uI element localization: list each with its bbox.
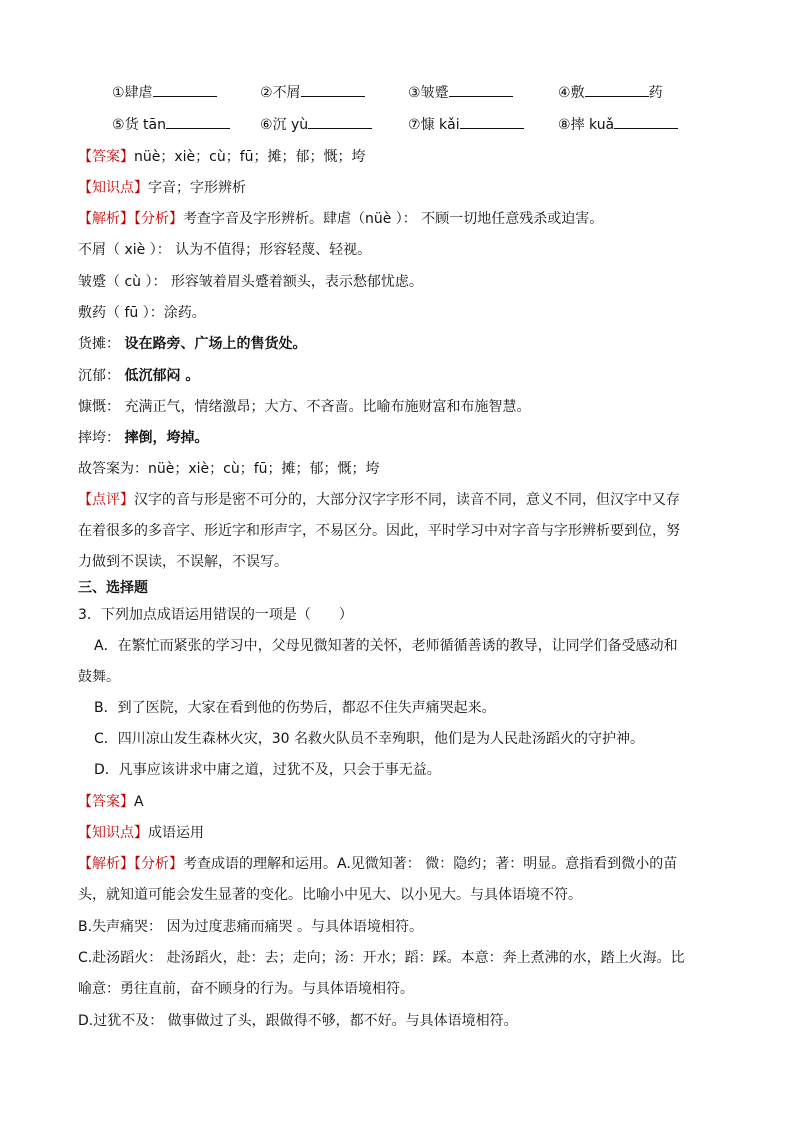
q3-analysis-line: C.赴汤蹈火： 赴汤蹈火，赴：去；走向；汤：开水；蹈：踩。本意：奔上煮沸的水，踏上火海。比 [78, 950, 685, 966]
blank-item [112, 82, 217, 104]
q3-analysis-line: 头，就知道可能会发生显著的变化。比喻小中见大、以小见大。与具体语境不符。 [78, 887, 582, 903]
knowledge-tag: 【知识点】 [78, 180, 148, 196]
item-number: ③ [408, 85, 421, 101]
item-suffix: 药 [648, 85, 663, 101]
answer-tag: 【答案】 [78, 149, 134, 165]
q3-option-a-cont: 鼓舞。 [78, 669, 120, 685]
q3-option-a: A．在繁忙而紧张的学习中，父母见微知著的关怀，老师循循善诱的教导，让同学们备受感动和 [94, 638, 678, 654]
answer-blank [308, 114, 372, 129]
answer-blank [166, 114, 230, 129]
blank-item [558, 114, 678, 136]
analysis-text: 考查字音及字形辨析。肆虐（nüè ）： 不顾一切地任意残杀或迫害。 [183, 211, 604, 227]
item-word: 摔 kuǎ [570, 117, 615, 133]
blank-item [408, 82, 513, 104]
blank-row-1 [112, 82, 712, 104]
section-title: 三、选择题 [78, 580, 148, 596]
q2-analysis-line: 不屑（ xiè ）： 认为不值得；形容轻蔑、轻视。 [78, 242, 372, 258]
blank-item [408, 114, 524, 136]
answer-tag: 【答案】 [78, 794, 134, 810]
q2-knowledge [78, 178, 246, 198]
q2-analysis-line [78, 428, 208, 448]
term-definition: 设在路旁、广场上的售货处。 [124, 336, 307, 352]
item-number: ⑥ [260, 117, 273, 133]
term-label: 沉郁： [78, 368, 120, 384]
term-definition: 低沉郁闷 。 [124, 368, 200, 384]
answer-blank [585, 82, 649, 97]
blank-row-2 [112, 114, 712, 136]
answer-blank [460, 114, 524, 129]
analysis-tag: 【解析】【分析】 [78, 856, 183, 872]
knowledge-text: 成语运用 [148, 825, 204, 841]
q2-conclusion: 故答案为：nüè；xiè；cù；fū；摊；郁；慨；垮 [78, 461, 380, 477]
answer-text: nüè；xiè；cù；fū；摊；郁；慨；垮 [134, 149, 366, 165]
q3-analysis-line: D.过犹不及： 做事做过了头，跟做得不够，都不好。与具体语境相符。 [78, 1013, 518, 1029]
blank-item [558, 82, 663, 104]
q2-analysis-line: 慷慨： 充满正气，情绪激昂；大方、不吝啬。比喻布施财富和布施智慧。 [78, 399, 531, 415]
q2-analysis-line [78, 366, 199, 386]
q3-option-d: D．凡事应该讲求中庸之道，过犹不及，只会于事无益。 [94, 762, 441, 778]
comment-text: 汉字的音与形是密不可分的，大部分汉字字形不同，读音不同，意义不同，但汉字中又存 [134, 492, 680, 508]
item-word: 肆虐 [124, 85, 153, 101]
item-number: ⑤ [112, 117, 125, 133]
item-number: ⑦ [408, 117, 421, 133]
knowledge-tag: 【知识点】 [78, 825, 148, 841]
comment-tag: 【点评】 [78, 492, 134, 508]
item-number: ⑧ [558, 117, 571, 133]
item-number: ② [260, 85, 273, 101]
blank-item [112, 114, 230, 136]
q3-analysis-line: 喻意：勇往直前，奋不顾身的行为。与具体语境相符。 [78, 981, 414, 997]
q2-comment [78, 490, 680, 510]
q2-comment-line: 在着很多的多音字、形近字和形声字，不易区分。因此，平时学习中对字音与字形辨析要到位，努 [78, 523, 680, 539]
q2-analysis-line: 敷药（ fū ）：涂药。 [78, 305, 206, 321]
answer-blank [153, 82, 217, 97]
q3-option-c: C．四川凉山发生森林火灾，30 名救火队员不幸殉职，他们是为人民赴汤蹈火的守护神。 [94, 731, 645, 747]
q2-comment-line: 力做到不误读，不误解，不误写。 [78, 554, 288, 570]
item-word: 沉 yù [272, 117, 309, 133]
term-label: 摔垮： [78, 430, 120, 446]
q3-stem: 3．下列加点成语运用错误的一项是（ ） [78, 607, 353, 623]
item-number: ④ [558, 85, 571, 101]
q3-knowledge [78, 823, 204, 843]
q2-analysis-line: 皱蹙（ cù ）： 形容皱着眉头蹙着额头，表示愁郁忧虑。 [78, 274, 423, 290]
analysis-text: 考查成语的理解和运用。A.见微知著： 微：隐约；著：明显。意指看到微小的苗 [183, 856, 678, 872]
blank-item [260, 114, 372, 136]
q3-analysis-line [78, 854, 677, 874]
q3-analysis-line: B.失声痛哭： 因为过度悲痛而痛哭 。与具体语境相符。 [78, 919, 423, 935]
answer-text: A [134, 794, 144, 810]
blank-item [260, 82, 365, 104]
q2-answer [78, 147, 366, 167]
item-number: ① [112, 85, 125, 101]
term-definition: 摔倒，垮掉。 [124, 430, 209, 446]
q2-analysis-line [78, 334, 306, 354]
q3-answer [78, 792, 144, 812]
knowledge-text: 字音；字形辨析 [148, 180, 246, 196]
term-label: 货摊： [78, 336, 120, 352]
answer-blank [449, 82, 513, 97]
answer-blank [614, 114, 678, 129]
item-word: 皱蹙 [420, 85, 449, 101]
q3-option-b: B．到了医院，大家在看到他的伤势后，都忍不住失声痛哭起来。 [94, 700, 496, 716]
item-word: 慷 kǎi [420, 117, 460, 133]
item-word: 敷 [570, 85, 585, 101]
q2-analysis-line [78, 209, 603, 229]
item-word: 不屑 [272, 85, 301, 101]
analysis-tag: 【解析】【分析】 [78, 211, 183, 227]
answer-blank [301, 82, 365, 97]
item-word: 货 tān [124, 117, 166, 133]
